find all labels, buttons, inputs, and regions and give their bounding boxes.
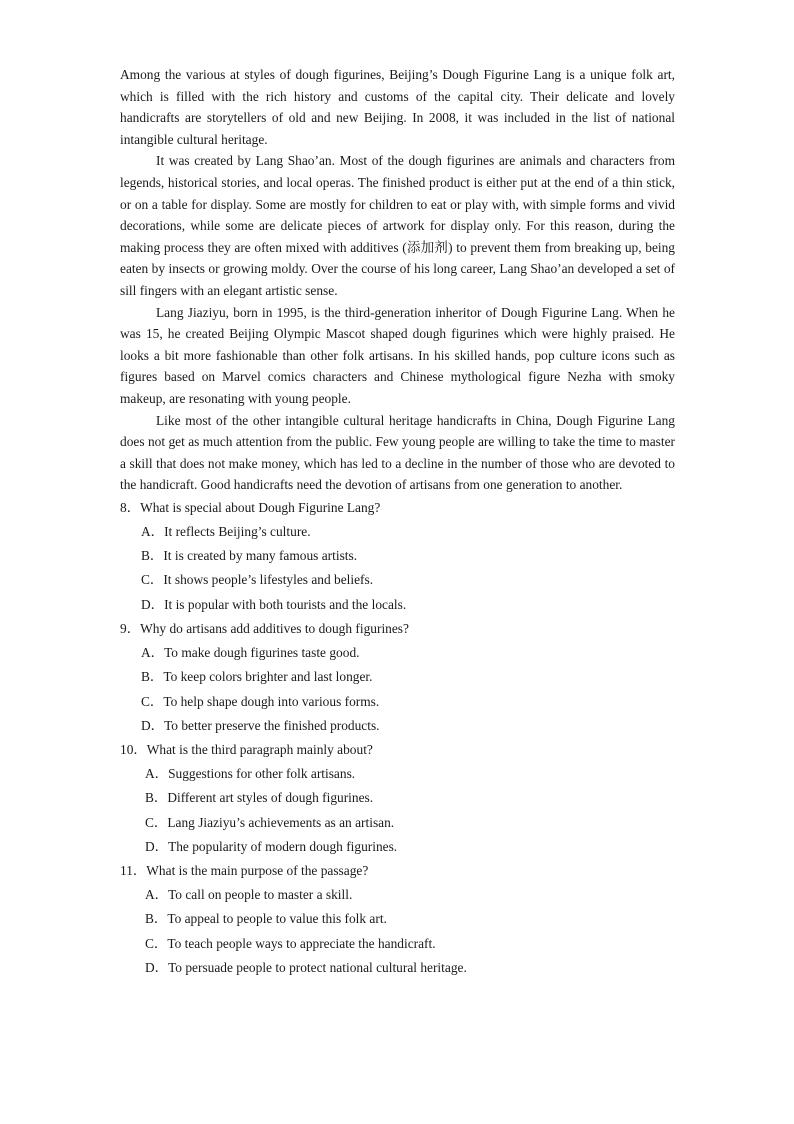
passage-paragraph-2: It was created by Lang Shao’an. Most of the dough figurines are animals and characters from legends, historical stories, and local operas. The finished product is either put at the end of a thin stick, or on a table for display. Some are mostly for children to eat or play with, with simple forms and vivid decorations, while some are delicate pieces of artwork for display only. For this reason, during the making process they are often mixed with additives (添加剂) to prevent them from breaking up, being eaten by insects or growing moldy. Over the course of his long career, Lang Shao’an developed a set of sill fingers with an elegant artistic sense.: [120, 153, 675, 298]
passage-paragraph-1: Among the various at styles of dough figurines, Beijing’s Dough Figurine Lang is a unique folk art, which is filled with the rich history and customs of the capital city. Their delicate and lovely handicrafts are storytellers of old and new Beijing. In 2008, it was included in the list of national intangible cultural heritage.: [120, 67, 675, 147]
option-b: [120, 665, 675, 689]
option-text: To call on people to master a skill.: [168, 887, 353, 903]
option-label: B．: [145, 790, 168, 806]
question-stem: [120, 859, 675, 883]
option-text: It is popular with both tourists and the locals.: [164, 596, 407, 612]
question-number: 8．: [120, 499, 141, 515]
question-text: Why do artisans add additives to dough figurines?: [140, 620, 409, 636]
option-text: To appeal to people to value this folk art.: [167, 911, 387, 927]
question-9: [120, 617, 675, 738]
question-10: [120, 738, 675, 859]
option-text: To keep colors brighter and last longer.: [163, 669, 373, 685]
reading-passage: [120, 64, 675, 496]
option-text: It is created by many famous artists.: [163, 548, 358, 564]
question-stem: [120, 738, 675, 762]
option-text: To help shape dough into various forms.: [163, 693, 380, 709]
question-text: What is the third paragraph mainly about?: [146, 741, 373, 757]
option-label: C．: [145, 814, 168, 830]
option-text: It shows people’s lifestyles and beliefs.: [163, 572, 374, 588]
option-label: A．: [145, 766, 169, 782]
question-number: 10．: [120, 741, 147, 757]
option-a: [120, 520, 675, 544]
question-text: What is special about Dough Figurine Lang?: [140, 499, 381, 515]
option-text: To make dough figurines taste good.: [164, 645, 360, 661]
option-text: To persuade people to protect national cultural heritage.: [168, 959, 467, 975]
option-label: A．: [145, 887, 169, 903]
option-label: C．: [141, 572, 164, 588]
question-number: 11．: [120, 862, 147, 878]
option-text: The popularity of modern dough figurines.: [168, 838, 398, 854]
option-label: C．: [145, 935, 168, 951]
option-d: [120, 593, 675, 617]
option-label: B．: [141, 669, 164, 685]
question-text: What is the main purpose of the passage?: [146, 862, 369, 878]
option-text: It reflects Beijing’s culture.: [164, 524, 311, 540]
option-b: [120, 786, 675, 810]
option-a: [120, 641, 675, 665]
question-8: [120, 496, 675, 617]
question-stem: [120, 496, 675, 520]
option-label: A．: [141, 524, 165, 540]
option-label: D．: [145, 838, 169, 854]
option-label: B．: [145, 911, 168, 927]
option-d: [120, 835, 675, 859]
option-c: [120, 690, 675, 714]
option-b: [120, 544, 675, 568]
option-c: [120, 932, 675, 956]
option-b: [120, 907, 675, 931]
option-text: Lang Jiaziyu’s achievements as an artisan.: [167, 814, 395, 830]
option-a: [120, 762, 675, 786]
option-text: Suggestions for other folk artisans.: [168, 766, 356, 782]
option-a: [120, 883, 675, 907]
option-label: A．: [141, 645, 165, 661]
option-d: [120, 956, 675, 980]
question-number: 9．: [120, 620, 141, 636]
passage-paragraph-3: Lang Jiaziyu, born in 1995, is the third-generation inheritor of Dough Figurine Lang. When he was 15, he created Beijing Olympic Mascot shaped dough figurines which were highly praised. He looks a bit more fashionable than other folk artisans. In his skilled hands, pop culture icons such as figures based on Marvel comics characters and Chinese mythological figure Nezha with smoky makeup, are resonating with young people.: [120, 304, 675, 406]
option-text: To teach people ways to appreciate the handicraft.: [167, 935, 436, 951]
option-label: D．: [141, 717, 165, 733]
option-text: Different art styles of dough figurines.: [167, 790, 374, 806]
passage-paragraph-4: Like most of the other intangible cultural heritage handicrafts in China, Dough Figurine Lang does not get as much attention from the public. Few young people are willing to take the time to master a skill that does not make money, which has led to a decline in the number of those who are devoted to the handicraft. Good handicrafts need the devotion of artisans from one generation to another.: [120, 412, 675, 493]
option-label: B．: [141, 548, 164, 564]
question-11: [120, 859, 675, 980]
option-text: To better preserve the finished products.: [164, 717, 380, 733]
option-label: C．: [141, 693, 164, 709]
option-label: D．: [141, 596, 165, 612]
option-d: [120, 714, 675, 738]
option-c: [120, 568, 675, 592]
question-list: [120, 496, 675, 980]
option-label: D．: [145, 959, 169, 975]
option-c: [120, 811, 675, 835]
document-page: [120, 64, 675, 980]
question-stem: [120, 617, 675, 641]
